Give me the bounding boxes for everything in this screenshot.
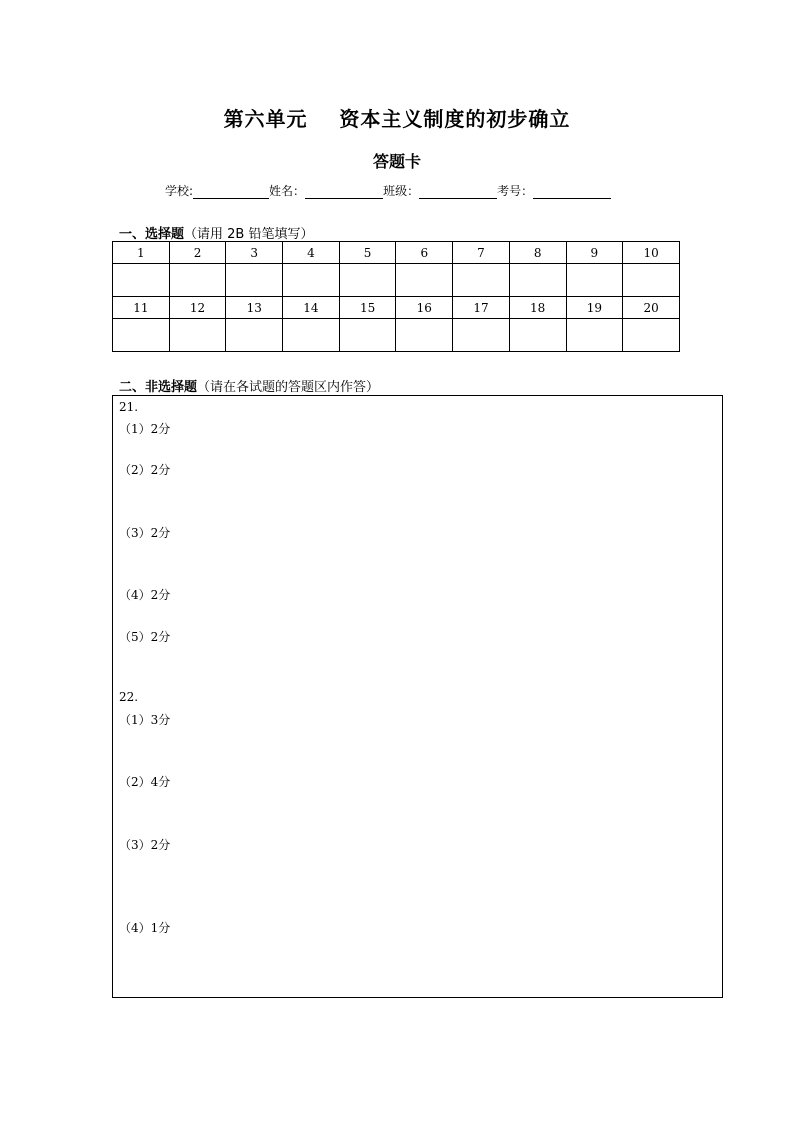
question-number: 7 xyxy=(453,242,510,264)
question-21-part-3: （3）2分 xyxy=(119,526,171,540)
section1-note: （请用 2B 铅笔填写） xyxy=(184,227,314,242)
question-number: 13 xyxy=(226,297,283,319)
question-number: 2 xyxy=(169,242,226,264)
exam-no-label: 考号： xyxy=(497,184,534,198)
name-blank[interactable] xyxy=(305,184,383,199)
section1-title: 一、选择题 xyxy=(119,227,185,242)
answer-cell[interactable] xyxy=(339,264,396,297)
question-21-part-2: （2）2分 xyxy=(119,463,171,477)
question-number-row xyxy=(113,297,680,319)
answer-cell[interactable] xyxy=(226,319,283,352)
answer-cell[interactable] xyxy=(283,264,340,297)
question-22-label: 22. xyxy=(119,690,139,704)
question-21-part-1: （1）2分 xyxy=(119,422,171,436)
page-title: 第六单元 资本主义制度的初步确立 xyxy=(223,107,571,131)
question-number-row xyxy=(113,242,680,264)
answer-cell[interactable] xyxy=(509,319,566,352)
question-21-part-5: （5）2分 xyxy=(119,630,171,644)
question-number: 1 xyxy=(113,242,170,264)
answer-cell[interactable] xyxy=(396,319,453,352)
answer-cell[interactable] xyxy=(453,264,510,297)
question-22-part-2: （2）4分 xyxy=(119,775,171,789)
multiple-choice-grid xyxy=(112,241,680,352)
answer-cell[interactable] xyxy=(453,319,510,352)
question-number: 18 xyxy=(509,297,566,319)
class-blank[interactable] xyxy=(419,184,497,199)
question-number: 20 xyxy=(623,297,680,319)
question-number: 5 xyxy=(339,242,396,264)
answer-cell[interactable] xyxy=(113,319,170,352)
name-label: 姓名： xyxy=(269,184,306,198)
answer-cell[interactable] xyxy=(169,319,226,352)
question-22-part-4: （4）1分 xyxy=(119,921,171,935)
student-info-row xyxy=(165,182,611,199)
question-22-part-3: （3）2分 xyxy=(119,838,171,852)
answer-row xyxy=(113,264,680,297)
school-blank[interactable] xyxy=(193,184,269,199)
section1-heading xyxy=(119,223,313,242)
question-number: 17 xyxy=(453,297,510,319)
answer-cell[interactable] xyxy=(283,319,340,352)
answer-cell[interactable] xyxy=(169,264,226,297)
answer-cell[interactable] xyxy=(396,264,453,297)
class-label: 班级： xyxy=(383,184,420,198)
school-label: 学校: xyxy=(165,184,194,198)
question-number: 6 xyxy=(396,242,453,264)
exam-no-blank[interactable] xyxy=(533,184,611,199)
answer-cell[interactable] xyxy=(113,264,170,297)
answer-row xyxy=(113,319,680,352)
answer-cell[interactable] xyxy=(623,319,680,352)
question-number: 15 xyxy=(339,297,396,319)
answer-cell[interactable] xyxy=(226,264,283,297)
answer-card-subtitle: 答题卡 xyxy=(372,152,421,171)
answer-cell[interactable] xyxy=(566,264,623,297)
question-number: 16 xyxy=(396,297,453,319)
question-number: 8 xyxy=(509,242,566,264)
question-number: 11 xyxy=(113,297,170,319)
answer-cell[interactable] xyxy=(339,319,396,352)
question-21-part-4: （4）2分 xyxy=(119,588,171,602)
free-response-answer-area[interactable] xyxy=(112,395,723,998)
question-number: 9 xyxy=(566,242,623,264)
question-21-label: 21. xyxy=(119,400,139,414)
question-number: 14 xyxy=(283,297,340,319)
section2-title: 二、非选择题 xyxy=(119,380,198,395)
section2-note: （请在各试题的答题区内作答） xyxy=(197,380,380,395)
question-22-part-1: （1）3分 xyxy=(119,713,171,727)
answer-cell[interactable] xyxy=(566,319,623,352)
question-number: 3 xyxy=(226,242,283,264)
question-number: 4 xyxy=(283,242,340,264)
answer-cell[interactable] xyxy=(509,264,566,297)
question-number: 19 xyxy=(566,297,623,319)
question-number: 12 xyxy=(169,297,226,319)
answer-cell[interactable] xyxy=(623,264,680,297)
question-number: 10 xyxy=(623,242,680,264)
section2-heading xyxy=(119,376,379,395)
